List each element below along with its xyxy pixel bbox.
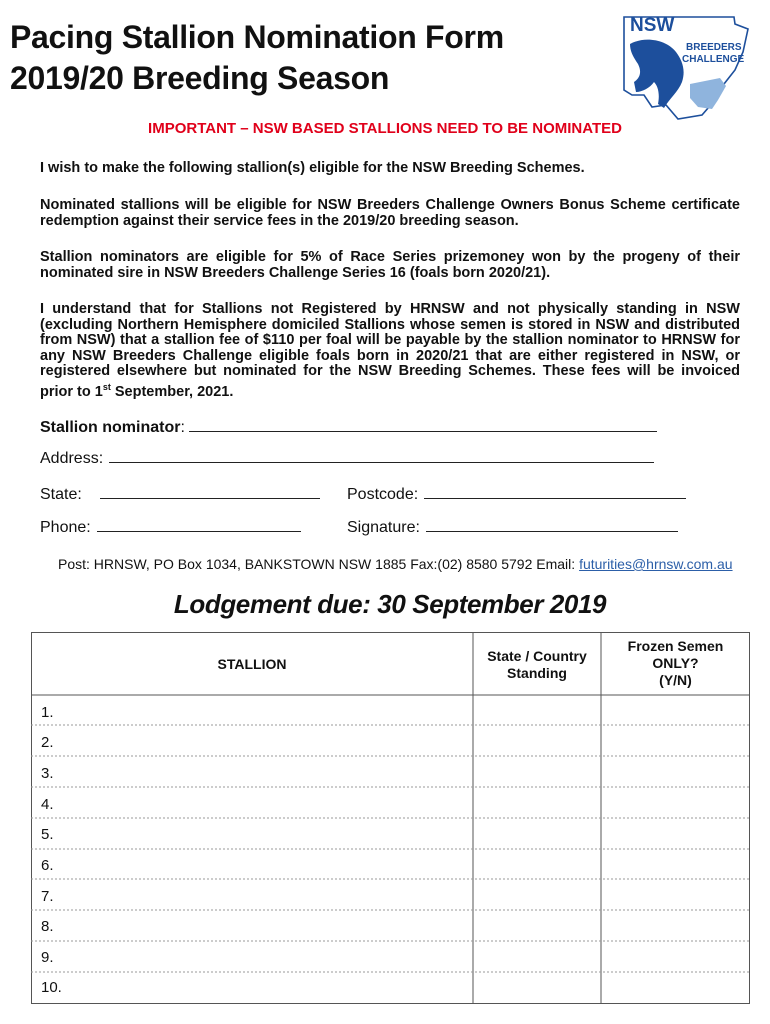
stallion-column-header: STALLION [217,656,287,672]
phone-field[interactable] [40,517,301,537]
row-label: 8. [41,918,54,935]
prizemoney-paragraph: Stallion nominators are eligible for 5% of Race Series prizemoney won by the progeny of their nominated sire in NSW Breeders Challenge Series 16 (foals born 2020/21). [40,249,740,281]
fee-text: I understand that for Stallions not Registered by HRNSW and not physically standing in NSW (excluding Northern Hemisphere domiciled Stallions whose semen is stored in NSW and distributed from NSW) that a stallion fee of $110 per foal will be payable by the stallion nominator to HRNSW for any NSW Breeders Challenge eligible foals born in 2020/21 that are either registered in NSW, or registered elsewhere but nominated for the NSW Breeding Schemes. These fees will be invoiced prior to 1 [40,301,740,400]
form-subtitle: 2019/20 Breeding Season [10,60,390,96]
logo-challenge-text: CHALLENGE [682,54,745,65]
logo-nsw-text: NSW [630,15,675,36]
postcode-line[interactable] [424,484,686,499]
row-label: 4. [41,796,54,813]
fee-text-end: September, 2021. [110,383,234,400]
signature-field[interactable] [347,517,678,537]
state-field[interactable] [40,484,320,504]
postal-address-text: Post: HRNSW, PO Box 1034, BANKSTOWN NSW 1885 Fax:(02) 8580 5792 Email: [58,556,580,572]
email-link[interactable]: futurities@hrnsw.com.au [579,556,733,572]
horse-head-icon [630,40,684,108]
important-notice: IMPORTANT – NSW BASED STALLIONS NEED TO BE NOMINATED [148,120,622,137]
frozen-semen-column-header [601,638,750,689]
nsw-breeders-challenge-logo [622,12,750,124]
frozen-header-line3: (Y/N) [659,672,692,688]
state-country-column-header [473,648,601,682]
fee-text-superscript: st [102,381,111,392]
signature-label: Signature: [347,519,420,536]
stallion-fee-paragraph [40,302,740,400]
postcode-label: Postcode: [347,486,419,503]
row-label: 6. [41,857,54,874]
address-label: Address: [40,450,104,467]
row-label: 10. [41,979,62,996]
logo-breeders-text: BREEDERS [686,42,742,53]
state-line[interactable] [100,484,320,499]
frozen-header-line2: ONLY? [652,655,699,671]
state-header-line2: Standing [507,665,567,681]
stallion-table [31,632,750,1004]
row-label: 7. [41,888,54,905]
frozen-header-line1: Frozen Semen [627,638,724,654]
postcode-field[interactable] [347,484,686,504]
state-label: State: [40,486,82,503]
stallion-nominator-line[interactable] [189,417,657,432]
address-line[interactable] [109,448,654,463]
bonus-scheme-paragraph: Nominated stallions will be eligible for NSW Breeders Challenge Owners Bonus Scheme certificate redemption against their service fees in the 2019/20 breeding season. [40,197,740,229]
row-label: 5. [41,826,54,843]
phone-label: Phone: [40,519,91,536]
form-title: Pacing Stallion Nomination Form [10,19,504,55]
stallion-nominator-label: Stallion nominator [40,419,181,436]
address-field[interactable] [40,448,654,468]
stallion-nominator-field[interactable] [40,417,657,437]
row-label: 3. [41,765,54,782]
row-label: 2. [41,734,54,751]
row-label: 9. [41,949,54,966]
postal-details [58,556,733,572]
intro-paragraph: I wish to make the following stallion(s) eligible for the NSW Breeding Schemes. [40,160,585,176]
nsw-state-shape-icon [690,78,726,109]
lodgement-due-heading: Lodgement due: 30 September 2019 [173,589,607,619]
phone-line[interactable] [97,517,301,532]
signature-line[interactable] [426,517,678,532]
state-header-line1: State / Country [487,648,587,664]
stallion-nominator-colon: : [180,419,185,436]
row-label: 1. [41,704,54,721]
